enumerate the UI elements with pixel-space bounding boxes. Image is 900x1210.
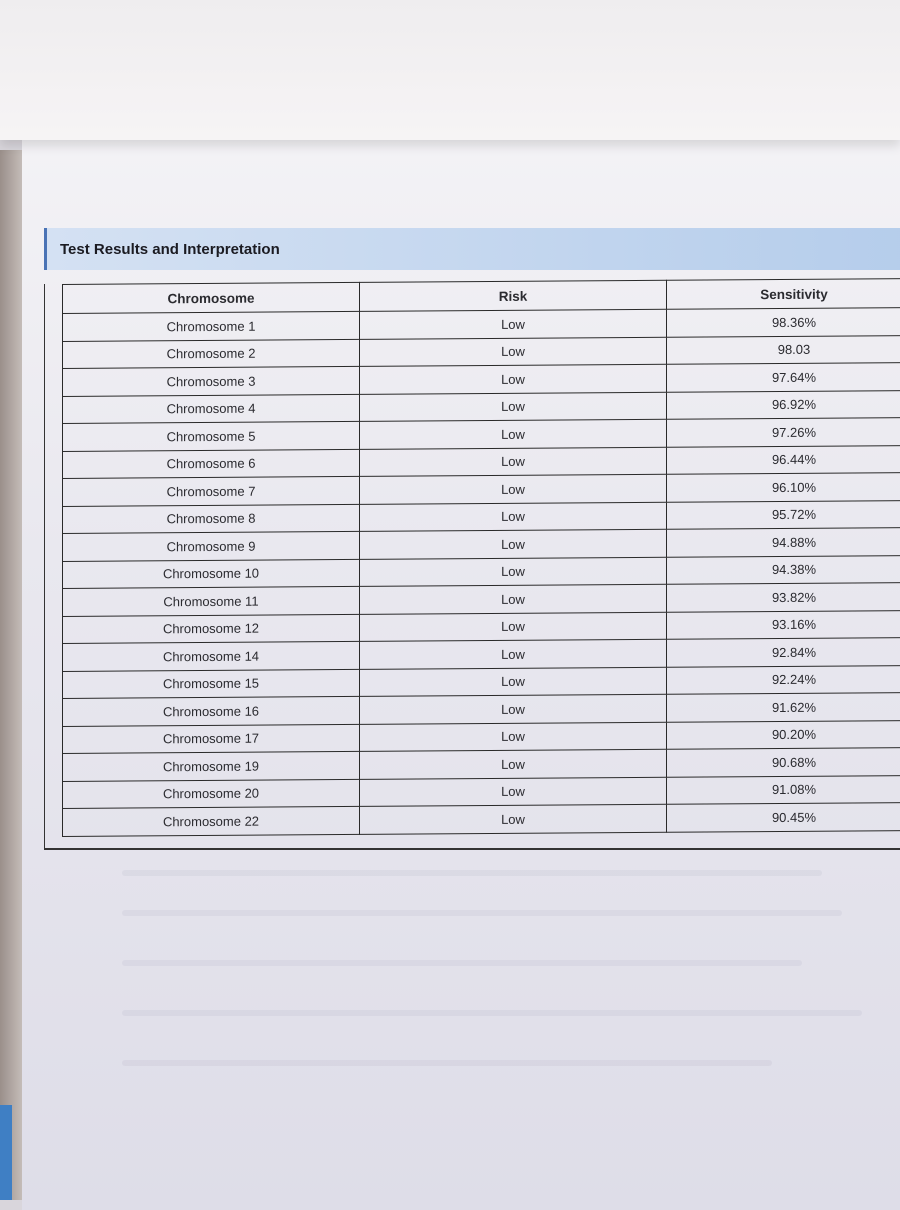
- cell-sensitivity: 94.88%: [667, 527, 900, 556]
- cell-risk: Low: [360, 749, 667, 779]
- page-edge: [0, 150, 22, 1200]
- cell-risk: Low: [360, 337, 667, 367]
- cell-risk: Low: [360, 474, 667, 504]
- cell-risk: Low: [360, 612, 667, 642]
- cell-risk: Low: [360, 777, 667, 807]
- cell-sensitivity: 90.68%: [667, 747, 900, 776]
- cell-risk: Low: [360, 694, 667, 724]
- cell-sensitivity: 96.92%: [667, 390, 900, 419]
- faded-text-line: [122, 870, 822, 876]
- cell-sensitivity: 94.38%: [667, 555, 900, 584]
- section-title: Test Results and Interpretation: [60, 241, 280, 258]
- cell-sensitivity: 95.72%: [667, 500, 900, 529]
- cell-chromosome: Chromosome 1: [63, 311, 360, 341]
- cell-risk: Low: [360, 419, 667, 449]
- cell-risk: Low: [360, 667, 667, 697]
- cell-sensitivity: 97.26%: [667, 417, 900, 446]
- cell-chromosome: Chromosome 2: [63, 339, 360, 369]
- blue-edge-strip: [0, 1105, 12, 1200]
- cell-risk: Low: [360, 447, 667, 477]
- cell-chromosome: Chromosome 16: [63, 696, 360, 726]
- cell-chromosome: Chromosome 12: [63, 614, 360, 644]
- table-row: [63, 802, 900, 835]
- cell-sensitivity: 92.84%: [667, 637, 900, 666]
- faded-text-line: [122, 910, 842, 916]
- cell-chromosome: Chromosome 17: [63, 724, 360, 754]
- cell-chromosome: Chromosome 9: [63, 531, 360, 561]
- cell-sensitivity: 93.16%: [667, 610, 900, 639]
- faded-text-line: [122, 1060, 772, 1066]
- cell-risk: Low: [360, 364, 667, 394]
- header-risk: Risk: [360, 280, 667, 311]
- results-table-frame: [44, 284, 900, 850]
- cell-chromosome: Chromosome 6: [63, 449, 360, 479]
- cell-sensitivity: 91.08%: [667, 775, 900, 804]
- faded-text-line: [122, 1010, 862, 1016]
- cell-risk: Low: [360, 557, 667, 587]
- cell-chromosome: Chromosome 3: [63, 366, 360, 396]
- cell-risk: Low: [360, 309, 667, 339]
- cell-sensitivity: 91.62%: [667, 692, 900, 721]
- cell-sensitivity: 98.36%: [667, 307, 900, 336]
- cell-chromosome: Chromosome 22: [63, 806, 360, 836]
- cell-chromosome: Chromosome 20: [63, 779, 360, 809]
- cell-chromosome: Chromosome 7: [63, 476, 360, 506]
- cell-sensitivity: 96.44%: [667, 445, 900, 474]
- cell-sensitivity: 93.82%: [667, 582, 900, 611]
- cell-chromosome: Chromosome 8: [63, 504, 360, 534]
- header-chromosome: Chromosome: [63, 282, 360, 313]
- cell-risk: Low: [360, 584, 667, 614]
- cell-chromosome: Chromosome 15: [63, 669, 360, 699]
- cell-chromosome: Chromosome 14: [63, 641, 360, 671]
- cell-chromosome: Chromosome 4: [63, 394, 360, 424]
- cell-chromosome: Chromosome 19: [63, 751, 360, 781]
- faded-text-line: [122, 960, 802, 966]
- cell-chromosome: Chromosome 10: [63, 559, 360, 589]
- cell-risk: Low: [360, 502, 667, 532]
- cell-risk: Low: [360, 804, 667, 834]
- cell-sensitivity: 97.64%: [667, 362, 900, 391]
- header-sensitivity: Sensitivity: [667, 278, 900, 309]
- cell-sensitivity: 98.03: [667, 335, 900, 364]
- cell-risk: Low: [360, 722, 667, 752]
- cell-sensitivity: 90.45%: [667, 802, 900, 831]
- cell-chromosome: Chromosome 11: [63, 586, 360, 616]
- cell-risk: Low: [360, 392, 667, 422]
- cell-chromosome: Chromosome 5: [63, 421, 360, 451]
- cell-risk: Low: [360, 529, 667, 559]
- section-header: [44, 228, 900, 270]
- results-table: [62, 278, 900, 837]
- cell-sensitivity: 92.24%: [667, 665, 900, 694]
- cell-sensitivity: 96.10%: [667, 472, 900, 501]
- cell-risk: Low: [360, 639, 667, 669]
- cell-sensitivity: 90.20%: [667, 720, 900, 749]
- overlapping-paper-sheet: [0, 0, 900, 140]
